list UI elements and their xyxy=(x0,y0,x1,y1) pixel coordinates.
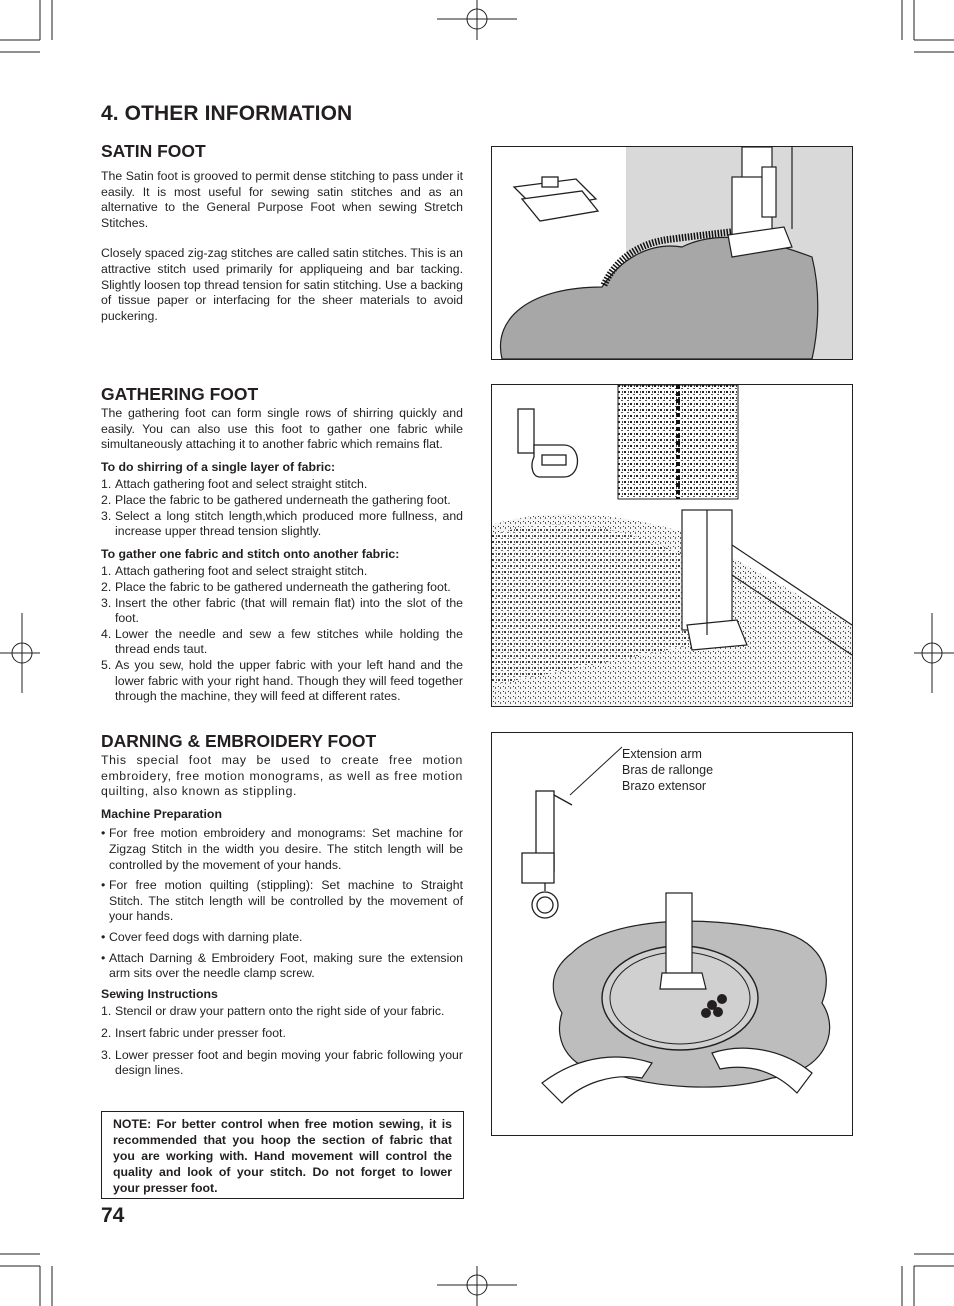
list-item: • For free motion quilting (stippling): Set machine to Straight Stitch. The stitch length will be controlled by the movement of your hands. xyxy=(101,878,463,924)
gathering-intro: The gathering foot can form single rows of shirring quickly and easily. You can also use this foot to gather one fabric while simultaneously attaching it to another fabric which remains flat. xyxy=(101,406,463,452)
gather-onto-steps xyxy=(101,564,463,704)
list-item: 5. As you sew, hold the upper fabric with your left hand and the lower fabric with your right hand. Though they will feed together through the machine, they will feed at different rates. xyxy=(101,657,463,704)
darning-foot-text xyxy=(101,753,463,1079)
sewing-instructions-heading: Sewing Instructions xyxy=(101,986,218,1001)
gathering-foot-text xyxy=(101,406,463,705)
darning-intro: This special foot may be used to create free motion embroidery, free motion monograms, as well as free motion quilting, also known as stippling. xyxy=(101,753,463,799)
satin-paragraph-2: Closely spaced zig-zag stitches are called satin stitches. This is an attractive stitch used primarily for appliqueing and bar tacking. Slightly loosen top thread tension for satin stitching. Use a backing of tissue paper or interfacing for the sheer materials to avoid puckering. xyxy=(101,246,464,323)
sewing-instructions-steps xyxy=(101,1004,463,1078)
list-item: 3. Insert the other fabric (that will remain flat) into the slot of the foot. xyxy=(101,595,463,626)
extension-arm-label-en: Extension arm xyxy=(622,747,702,761)
list-item: 1. Stencil or draw your pattern onto the right side of your fabric. xyxy=(101,1004,445,1019)
list-item: 1. Attach gathering foot and select straight stitch. xyxy=(101,564,368,579)
extension-arm-label-es: Brazo extensor xyxy=(622,779,707,793)
machine-preparation-list xyxy=(101,826,463,981)
gather-onto-heading: To gather one fabric and stitch onto another fabric: xyxy=(101,546,400,561)
section-title: 4. OTHER INFORMATION xyxy=(101,102,353,125)
note-box: NOTE: For better control when free motion sewing, it is recommended that you hoop the section of fabric that you are working with. Hand movement will control the quality and look of your stitch. Do not forget to lower your presser foot. xyxy=(101,1111,464,1199)
list-item: 3. Select a long stitch length,which produced more fullness, and increase upper thread tension slightly. xyxy=(101,508,463,539)
list-item: 2. Insert fabric under presser foot. xyxy=(101,1025,286,1040)
list-item: 1. Attach gathering foot and select straight stitch. xyxy=(101,477,368,492)
gathering-foot-illustration xyxy=(491,384,853,707)
extension-arm-label-fr: Bras de rallonge xyxy=(622,763,714,777)
satin-paragraph-1: The Satin foot is grooved to permit dense stitching to pass under it easily. It is most useful for sewing satin stitches and as an alternative to the General Purpose Foot when sewing Stretch Stitches. xyxy=(101,169,463,230)
list-item: 2. Place the fabric to be gathered underneath the gathering foot. xyxy=(101,579,451,594)
satin-foot-heading: SATIN FOOT xyxy=(101,141,206,161)
darning-foot-heading: DARNING & EMBROIDERY FOOT xyxy=(101,731,377,751)
list-item: • For free motion embroidery and monograms: Set machine for Zigzag Stitch in the width you desire. The stitch length will be controlled by the movement of your hands. xyxy=(101,826,463,872)
list-item: 4. Lower the needle and sew a few stitches while holding the thread ends taut. xyxy=(101,626,463,657)
darning-foot-illustration xyxy=(491,732,853,1136)
machine-preparation-heading: Machine Preparation xyxy=(101,806,222,821)
list-item: • Cover feed dogs with darning plate. xyxy=(101,929,303,944)
single-layer-steps xyxy=(101,477,463,539)
list-item: 2. Place the fabric to be gathered underneath the gathering foot. xyxy=(101,492,451,507)
list-item: 3. Lower presser foot and begin moving your fabric following your design lines. xyxy=(101,1047,463,1078)
single-layer-heading: To do shirring of a single layer of fabric: xyxy=(101,459,336,474)
gathering-foot-heading: GATHERING FOOT xyxy=(101,384,259,404)
satin-foot-illustration xyxy=(491,146,853,360)
list-item: • Attach Darning & Embroidery Foot, making sure the extension arm sits over the needle clamp screw. xyxy=(101,950,463,981)
page-number: 74 xyxy=(101,1204,125,1227)
satin-foot-text xyxy=(101,169,463,324)
